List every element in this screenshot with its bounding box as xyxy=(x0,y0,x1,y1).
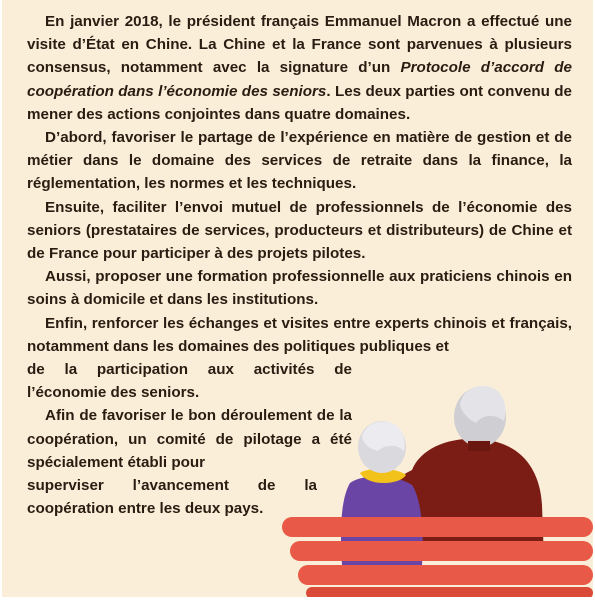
paragraph-1-text-b: . Les deux parties ont convenu de mener des actions conjointes dans quatre domaines. xyxy=(27,82,572,123)
elderly-couple-illustration xyxy=(272,375,593,597)
paragraph-3: Ensuite, faciliter l’envoi mutuel de professionnels de l’économie des seniors (prestataires de services, producteurs et distributeurs) de Chine et de France pour participer à des projets pilotes. xyxy=(27,198,572,263)
paragraph-5b: de la participation aux activités de l’économie des seniors. xyxy=(27,361,352,402)
paragraph-6a: Afin de favoriser le bon déroulement de la coopération, un comité de pilotage a été spécialement établi pour xyxy=(27,407,352,471)
paragraph-1-text-a: En janvier 2018, le président français Emmanuel Macron a effectué une visite d’État en Chine. La Chine et la France sont parvenues à plusieurs consensus, notamment avec la signature d’un xyxy=(27,13,572,77)
paragraph-6b: superviser l’avancement de la coopération entre les deux pays. xyxy=(27,477,317,518)
protocol-title: Protocole d’accord de coopération dans l’économie des seniors xyxy=(27,59,572,100)
bench xyxy=(282,517,593,597)
paragraph-2: D’abord, favoriser le partage de l’expérience en matière de gestion et de métier dans le domaine des services de retraite dans la finance, la réglementation, les normes et les techniques. xyxy=(27,129,572,193)
page xyxy=(2,0,593,597)
paragraph-4: Aussi, proposer une formation professionnelle aux praticiens chinois en soins à domicile et dans les institutions. xyxy=(27,268,572,309)
paragraph-1 xyxy=(27,10,572,126)
paragraph-5a: Enfin, renforcer les échanges et visites entre experts chinois et français, notamment dans les domaines des politiques publiques et xyxy=(27,314,572,355)
